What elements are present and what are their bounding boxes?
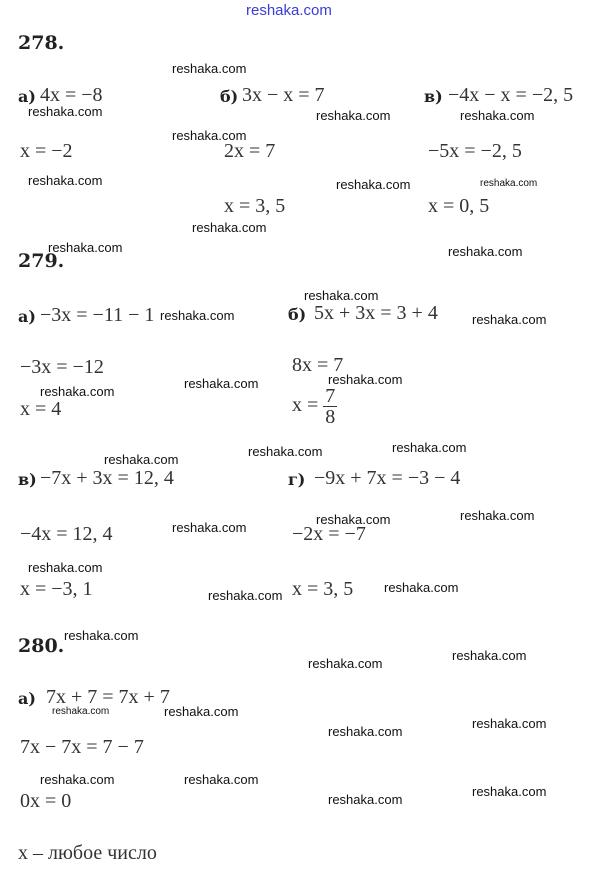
part-label: а) <box>18 689 36 708</box>
watermark: reshaka.com <box>472 784 547 799</box>
equation-line: x = −2 <box>20 140 73 162</box>
part-label: б) <box>288 305 307 324</box>
equation-line: 4x = −8 <box>40 84 103 106</box>
watermark: reshaka.com <box>392 440 467 455</box>
watermark: reshaka.com <box>448 244 523 259</box>
fraction-denominator: 8 <box>325 406 336 428</box>
watermark: reshaka.com <box>316 512 391 527</box>
watermark: reshaka.com <box>28 560 103 575</box>
equation-line: −7x + 3x = 12, 4 <box>40 467 174 489</box>
part-label: в) <box>424 87 443 106</box>
watermark: reshaka.com <box>304 288 379 303</box>
watermark: reshaka.com <box>460 108 535 123</box>
watermark: reshaka.com <box>172 61 247 76</box>
equation-line: −2x = −7 <box>292 523 366 545</box>
watermark: reshaka.com <box>160 308 235 323</box>
watermark: reshaka.com <box>384 580 459 595</box>
watermark: reshaka.com <box>28 173 103 188</box>
watermark: reshaka.com <box>52 706 110 717</box>
equation-line: x = 4 <box>20 398 62 420</box>
equation-line: 7x − 7x = 7 − 7 <box>20 736 144 758</box>
equation-line: −4x = 12, 4 <box>20 523 113 545</box>
watermark: reshaka.com <box>472 312 547 327</box>
watermark: reshaka.com <box>192 220 267 235</box>
watermark: reshaka.com <box>172 128 247 143</box>
part-label: г) <box>288 470 306 489</box>
fraction-equation <box>292 386 337 427</box>
part-label: а) <box>18 87 36 106</box>
watermark: reshaka.com <box>164 704 239 719</box>
fraction-lhs: x = <box>292 394 319 417</box>
watermark: reshaka.com <box>208 588 283 603</box>
part-label: а) <box>18 307 36 326</box>
watermark: reshaka.com <box>328 372 403 387</box>
site-header-link[interactable]: reshaka.com <box>246 2 332 19</box>
equation-line: 2x = 7 <box>224 140 276 162</box>
watermark: reshaka.com <box>184 772 259 787</box>
problem-number: 278. <box>18 32 65 54</box>
watermark: reshaka.com <box>336 177 411 192</box>
equation-line: −9x + 7x = −3 − 4 <box>314 467 461 489</box>
part-label: б) <box>220 87 239 106</box>
watermark: reshaka.com <box>184 376 259 391</box>
watermark: reshaka.com <box>480 178 538 189</box>
equation-line: x = −3, 1 <box>20 578 93 600</box>
equation-line: x = 0, 5 <box>428 195 490 217</box>
watermark: reshaka.com <box>40 384 115 399</box>
watermark: reshaka.com <box>308 656 383 671</box>
answer-text: x – любое число <box>18 842 157 864</box>
problem-number: 279. <box>18 250 65 272</box>
equation-line: −5x = −2, 5 <box>428 140 522 162</box>
equation-line: −3x = −11 − 1 <box>40 304 155 326</box>
equation-line: x = 3, 5 <box>292 578 354 600</box>
part-label: в) <box>18 470 37 489</box>
watermark: reshaka.com <box>460 508 535 523</box>
equation-line: 5x + 3x = 3 + 4 <box>314 302 438 324</box>
watermark: reshaka.com <box>316 108 391 123</box>
watermark: reshaka.com <box>48 240 123 255</box>
watermark: reshaka.com <box>472 716 547 731</box>
equation-line: 7x + 7 = 7x + 7 <box>46 686 170 708</box>
watermark: reshaka.com <box>64 628 139 643</box>
equation-line: −4x − x = −2, 5 <box>448 84 574 106</box>
fraction <box>323 386 337 427</box>
equation-line: 3x − x = 7 <box>242 84 325 106</box>
equation-line: −3x = −12 <box>20 356 104 378</box>
watermark: reshaka.com <box>28 104 103 119</box>
watermark: reshaka.com <box>104 452 179 467</box>
fraction-numerator: 7 <box>325 385 336 407</box>
watermark: reshaka.com <box>452 648 527 663</box>
watermark: reshaka.com <box>172 520 247 535</box>
problem-number: 280. <box>18 635 65 657</box>
watermark: reshaka.com <box>328 792 403 807</box>
watermark: reshaka.com <box>248 444 323 459</box>
watermark: reshaka.com <box>40 772 115 787</box>
equation-line: x = 3, 5 <box>224 195 286 217</box>
watermark: reshaka.com <box>328 724 403 739</box>
equation-line: 0x = 0 <box>20 790 72 812</box>
equation-line: 8x = 7 <box>292 354 344 376</box>
